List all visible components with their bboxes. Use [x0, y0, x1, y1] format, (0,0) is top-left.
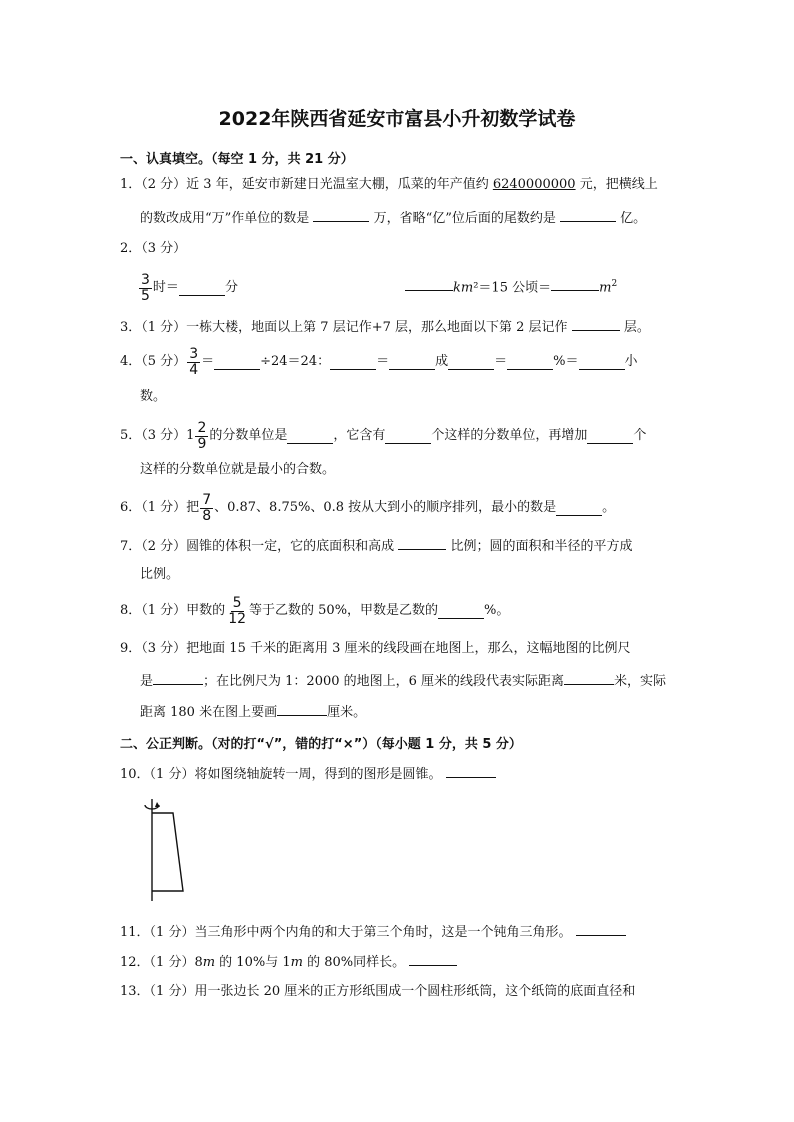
answer-blank[interactable] [409, 951, 457, 966]
answer-blank[interactable] [179, 281, 225, 296]
unit-exponent: 2 [611, 279, 618, 289]
q9-text-c: 米，实际 [614, 674, 667, 689]
q5-text-b: 的分数单位是 [209, 428, 288, 443]
q10-text: 10．（1 分）将如图绕轴旋转一周，得到的图形是圆锥。 [120, 767, 446, 782]
question-9-line-1: 9．（3 分）把地面 15 千米的距离用 3 厘米的线段画在地图上，那么，这幅地图的比例尺 [120, 641, 631, 656]
q6-text-c: 。 [602, 500, 616, 515]
q2-text-a: 时＝ [152, 280, 179, 295]
answer-blank[interactable] [398, 535, 446, 550]
question-3 [120, 316, 650, 338]
question-7-line-2: 比例。 [140, 567, 180, 582]
question-2-line-1: 2．（3 分） [120, 241, 187, 256]
section-1-heading: 一、认真填空。（每空 1 分，共 21 分） [120, 152, 354, 167]
q8-text-a: 8．（1 分）甲数的 [120, 603, 226, 618]
q3-text-a: 3．（1 分）一栋大楼，地面以上第 7 层记作+7 层，那么地面以下第 2 层记作 [120, 320, 572, 335]
unit-m: m [599, 280, 612, 296]
answer-blank[interactable] [446, 763, 496, 778]
question-12 [120, 951, 457, 973]
fraction [187, 347, 200, 378]
q5-text-e: 个 [633, 428, 647, 443]
answer-blank[interactable] [579, 355, 625, 370]
q4-text-g: %＝ [553, 354, 579, 369]
question-9-line-3 [140, 701, 366, 723]
question-5-line-1 [120, 418, 646, 454]
question-7-line-1 [120, 535, 632, 557]
answer-blank[interactable] [448, 355, 494, 370]
question-8 [120, 593, 509, 629]
trapezoid-shape [152, 813, 183, 891]
fraction [200, 493, 213, 524]
unit-m: m [290, 955, 303, 970]
q9-text-e: 厘米。 [327, 705, 367, 720]
answer-blank[interactable] [556, 501, 602, 516]
q4-text-f: ＝ [494, 354, 508, 369]
fraction-numerator: 5 [232, 594, 242, 611]
question-1-line-2 [140, 207, 646, 229]
question-10 [120, 763, 496, 785]
q5-text-c: ，它含有 [333, 428, 386, 443]
question-5-line-2: 这样的分数单位就是最小的合数。 [140, 462, 336, 477]
q4-text-a: 4．（5 分） [120, 354, 187, 369]
fraction [226, 596, 248, 627]
answer-blank[interactable] [389, 355, 435, 370]
question-9-line-2 [140, 670, 666, 692]
fraction [195, 421, 208, 452]
q1-text-a: 1．（2 分）近 3 年，延安市新建日光温室大棚，瓜菜的年产值约 [120, 177, 493, 192]
fraction-denominator: 5 [141, 287, 150, 304]
q9-text-b: ；在比例尺为 1：2000 的地图上，6 厘米的线段代表实际距离 [203, 674, 565, 689]
q7-text-a: 7．（2 分）圆锥的体积一定，它的底面积和高成 [120, 539, 399, 554]
question-13: 13．（1 分）用一张边长 20 厘米的正方形纸围成一个圆柱形纸筒，这个纸筒的底面直径和 [120, 984, 636, 999]
answer-blank[interactable] [507, 355, 553, 370]
fraction-denominator: 12 [228, 610, 247, 627]
question-1-line-1 [120, 175, 658, 195]
answer-blank[interactable] [564, 670, 614, 685]
answer-blank[interactable] [576, 921, 626, 936]
q4-text-d: ＝ [376, 354, 390, 369]
q9-text-d: 距离 180 米在图上要画 [140, 705, 278, 720]
q6-text-b: 、0.87、8.75%、0.8 按从大到小的顺序排列，最小的数是 [214, 500, 557, 515]
q9-text-a: 是 [140, 674, 154, 689]
fraction [139, 273, 152, 304]
answer-blank[interactable] [438, 604, 484, 619]
answer-blank[interactable] [330, 355, 376, 370]
q6-text-a: 6．（1 分）把 [120, 500, 200, 515]
answer-blank[interactable] [587, 429, 633, 444]
q4-text-b: ＝ [201, 354, 215, 369]
fraction-numerator: 3 [189, 345, 199, 362]
answer-blank[interactable] [153, 670, 203, 685]
fraction-denominator: 9 [197, 435, 207, 452]
q2-text-b: 分 [224, 280, 238, 295]
question-6 [120, 490, 615, 526]
q8-text-b: 等于乙数的 50%，甲数是乙数的 [249, 603, 439, 618]
q1-text-c: 的数改成用“万”作单位的数是 [140, 211, 314, 226]
q12-text-c: 的 80%同样长。 [302, 955, 410, 970]
rotation-figure [130, 795, 200, 905]
rotation-arrowhead [155, 802, 160, 807]
q1-underlined-number: 6240000000 [492, 177, 576, 192]
fraction-denominator: 4 [189, 361, 199, 378]
q5-text-d: 个这样的分数单位，再增加 [431, 428, 588, 443]
fraction-numerator: 7 [202, 491, 212, 508]
section-2-heading: 二、公正判断。（对的打“√”，错的打“×”）（每小题 1 分，共 5 分） [120, 737, 522, 752]
question-11 [120, 921, 626, 943]
unit-km: km [453, 280, 474, 296]
fraction-numerator: 2 [197, 419, 207, 436]
q12-text-a: 12．（1 分）8 [120, 955, 203, 970]
q4-text-c: ÷24＝24： [260, 354, 331, 369]
q7-text-b: 比例；圆的面积和半径的平方成 [446, 539, 633, 554]
answer-blank[interactable] [313, 207, 369, 222]
q1-text-b: 元，把横线上 [575, 177, 658, 192]
answer-blank[interactable] [551, 276, 599, 291]
page-title: 2022年陕西省延安市富县小升初数学试卷 [218, 108, 576, 130]
fraction-numerator: 3 [141, 271, 150, 288]
q12-text-b: 的 10%与 1 [215, 955, 291, 970]
answer-blank[interactable] [405, 276, 453, 291]
q5-text-a: 5．（3 分）1 [120, 428, 195, 443]
answer-blank[interactable] [287, 429, 333, 444]
q1-text-e: 亿。 [616, 211, 647, 226]
q4-text-h: 小 [624, 354, 638, 369]
q2-text-c: ²＝15 公顷＝ [473, 280, 552, 296]
question-2-line-2a [138, 270, 238, 306]
q1-text-d: 万，省略“亿”位后面的尾数约是 [369, 211, 560, 226]
fraction-denominator: 8 [202, 507, 212, 524]
q8-text-c: %。 [484, 603, 510, 618]
question-4-line-1 [120, 344, 638, 380]
q11-text: 11．（1 分）当三角形中两个内角的和大于第三个角时，这是一个钝角三角形。 [120, 925, 576, 940]
answer-blank[interactable] [560, 207, 616, 222]
question-4-line-2: 数。 [140, 389, 167, 404]
unit-m: m [202, 955, 216, 970]
answer-blank[interactable] [214, 355, 260, 370]
q3-text-b: 层。 [619, 320, 650, 335]
answer-blank[interactable] [277, 701, 327, 716]
q4-text-e: 成 [435, 354, 449, 369]
question-2-line-2b [405, 274, 617, 298]
answer-blank[interactable] [572, 316, 620, 331]
answer-blank[interactable] [385, 429, 431, 444]
